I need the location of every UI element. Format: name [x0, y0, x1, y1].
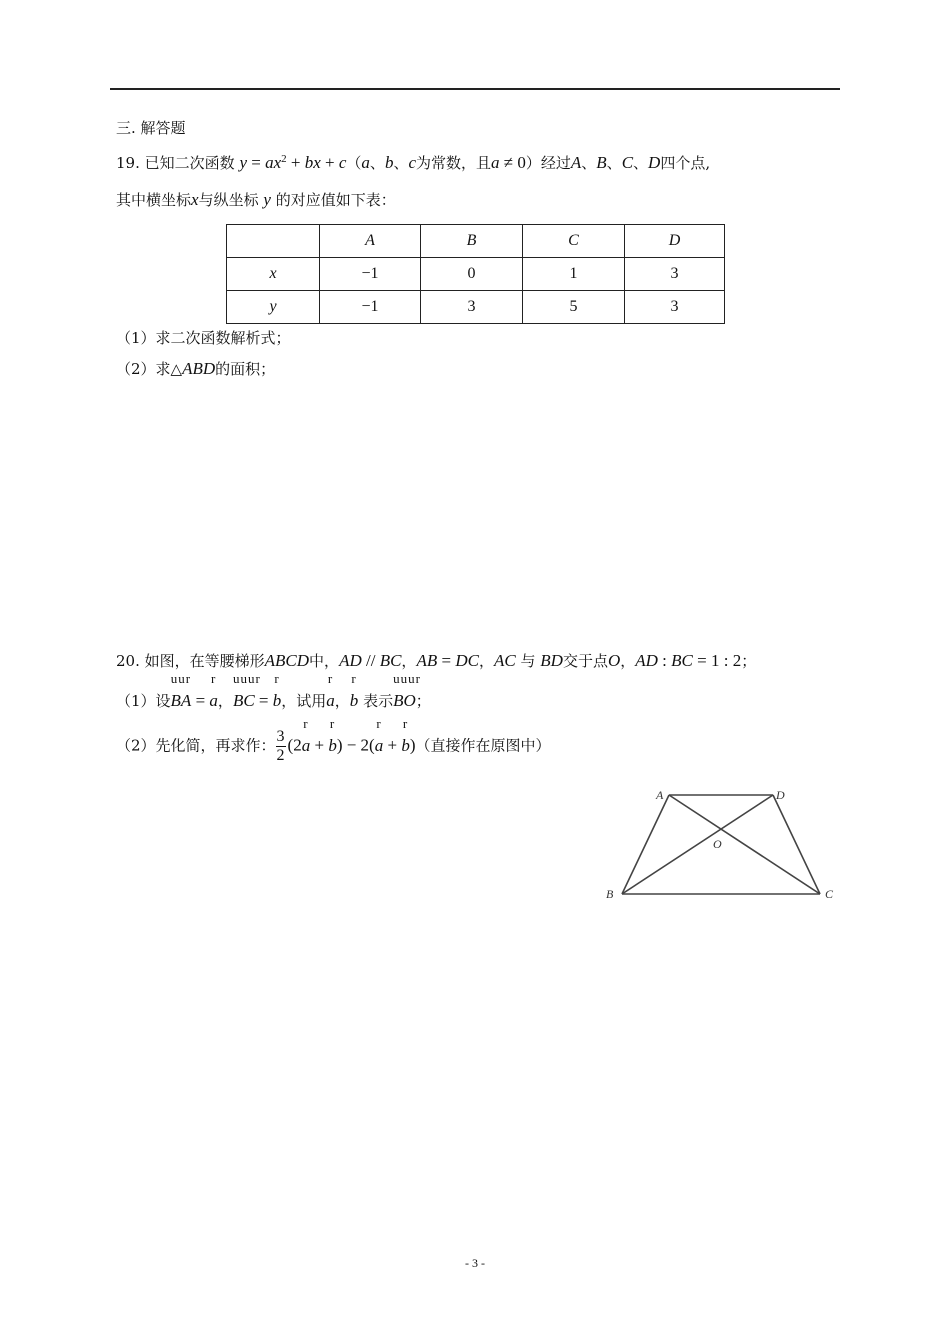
table-cell — [227, 225, 320, 258]
vector-b: r b — [328, 715, 337, 755]
fraction-three-halves: $\frac{3}{2}$ — [276, 728, 285, 764]
vector-bo: uuur BO — [393, 671, 421, 710]
table-cell: A — [320, 225, 421, 258]
table-cell: 5 — [523, 291, 625, 324]
q20-part2: （2）先化简，再求作： $\frac{3}{2}$ (2 r a + r b) − 2( r a + r b)（直接作在原图中） — [116, 715, 551, 764]
trapezoid-figure — [600, 783, 845, 908]
q19-table — [226, 224, 725, 324]
label-o: O — [713, 837, 722, 851]
label-c: C — [825, 887, 834, 901]
label-a: A — [656, 788, 664, 802]
table-cell: x — [227, 258, 320, 291]
table-cell: B — [421, 225, 523, 258]
table-header-row — [227, 225, 725, 258]
label-b: B — [606, 887, 614, 901]
table-cell: 0 — [421, 258, 523, 291]
q20-part1: （1）设 uur BA = r a， uuur BC = r b，试用 r a， r b 表示 uuur BO； — [116, 671, 431, 710]
table-cell: 1 — [523, 258, 625, 291]
label-d: D — [776, 788, 785, 802]
table-cell: D — [625, 225, 725, 258]
vector-b: r b — [349, 671, 359, 710]
table-cell: −1 — [320, 291, 421, 324]
table-cell: 3 — [421, 291, 523, 324]
vector-bc: uuur BC — [232, 671, 261, 710]
table-cell: 3 — [625, 258, 725, 291]
vector-a: r a — [326, 671, 335, 710]
vector-a: r a — [209, 671, 218, 710]
table-cell: −1 — [320, 258, 421, 291]
q19-part2: （2）求△ABD的面积； — [116, 359, 276, 378]
q19-part1: （1）求二次函数解析式； — [116, 329, 291, 347]
vector-a: r a — [301, 715, 311, 755]
q19-number: 19. — [116, 154, 140, 172]
table-row — [227, 258, 725, 291]
page-number: - 3 - — [465, 1256, 485, 1270]
q20-line1: 20. 如图，在等腰梯形ABCD中，AD // BC，AB = DC，AC 与 BD交于点O，AD : BC = 1 : 2； — [116, 651, 757, 670]
q20-number: 20. — [116, 652, 140, 670]
section-title: 三. 解答题 — [116, 119, 186, 137]
table-cell: y — [227, 291, 320, 324]
q19-line2: 其中横坐标x与纵坐标 y 的对应值如下表： — [116, 190, 396, 209]
table-cell: 3 — [625, 291, 725, 324]
vector-b: r b — [272, 671, 282, 710]
q19-line1: 19. 已知二次函数 $y = ax^2$ + bx + c（a、b、c为常数，且a ≠ 0）经过A、B、C、D四个点, — [116, 153, 711, 172]
vector-a: r a — [374, 715, 384, 755]
table-cell: C — [523, 225, 625, 258]
vector-b: r b — [401, 715, 410, 755]
vector-ba: uur BA — [170, 671, 192, 710]
table-row — [227, 291, 725, 324]
header-rule — [110, 88, 840, 90]
